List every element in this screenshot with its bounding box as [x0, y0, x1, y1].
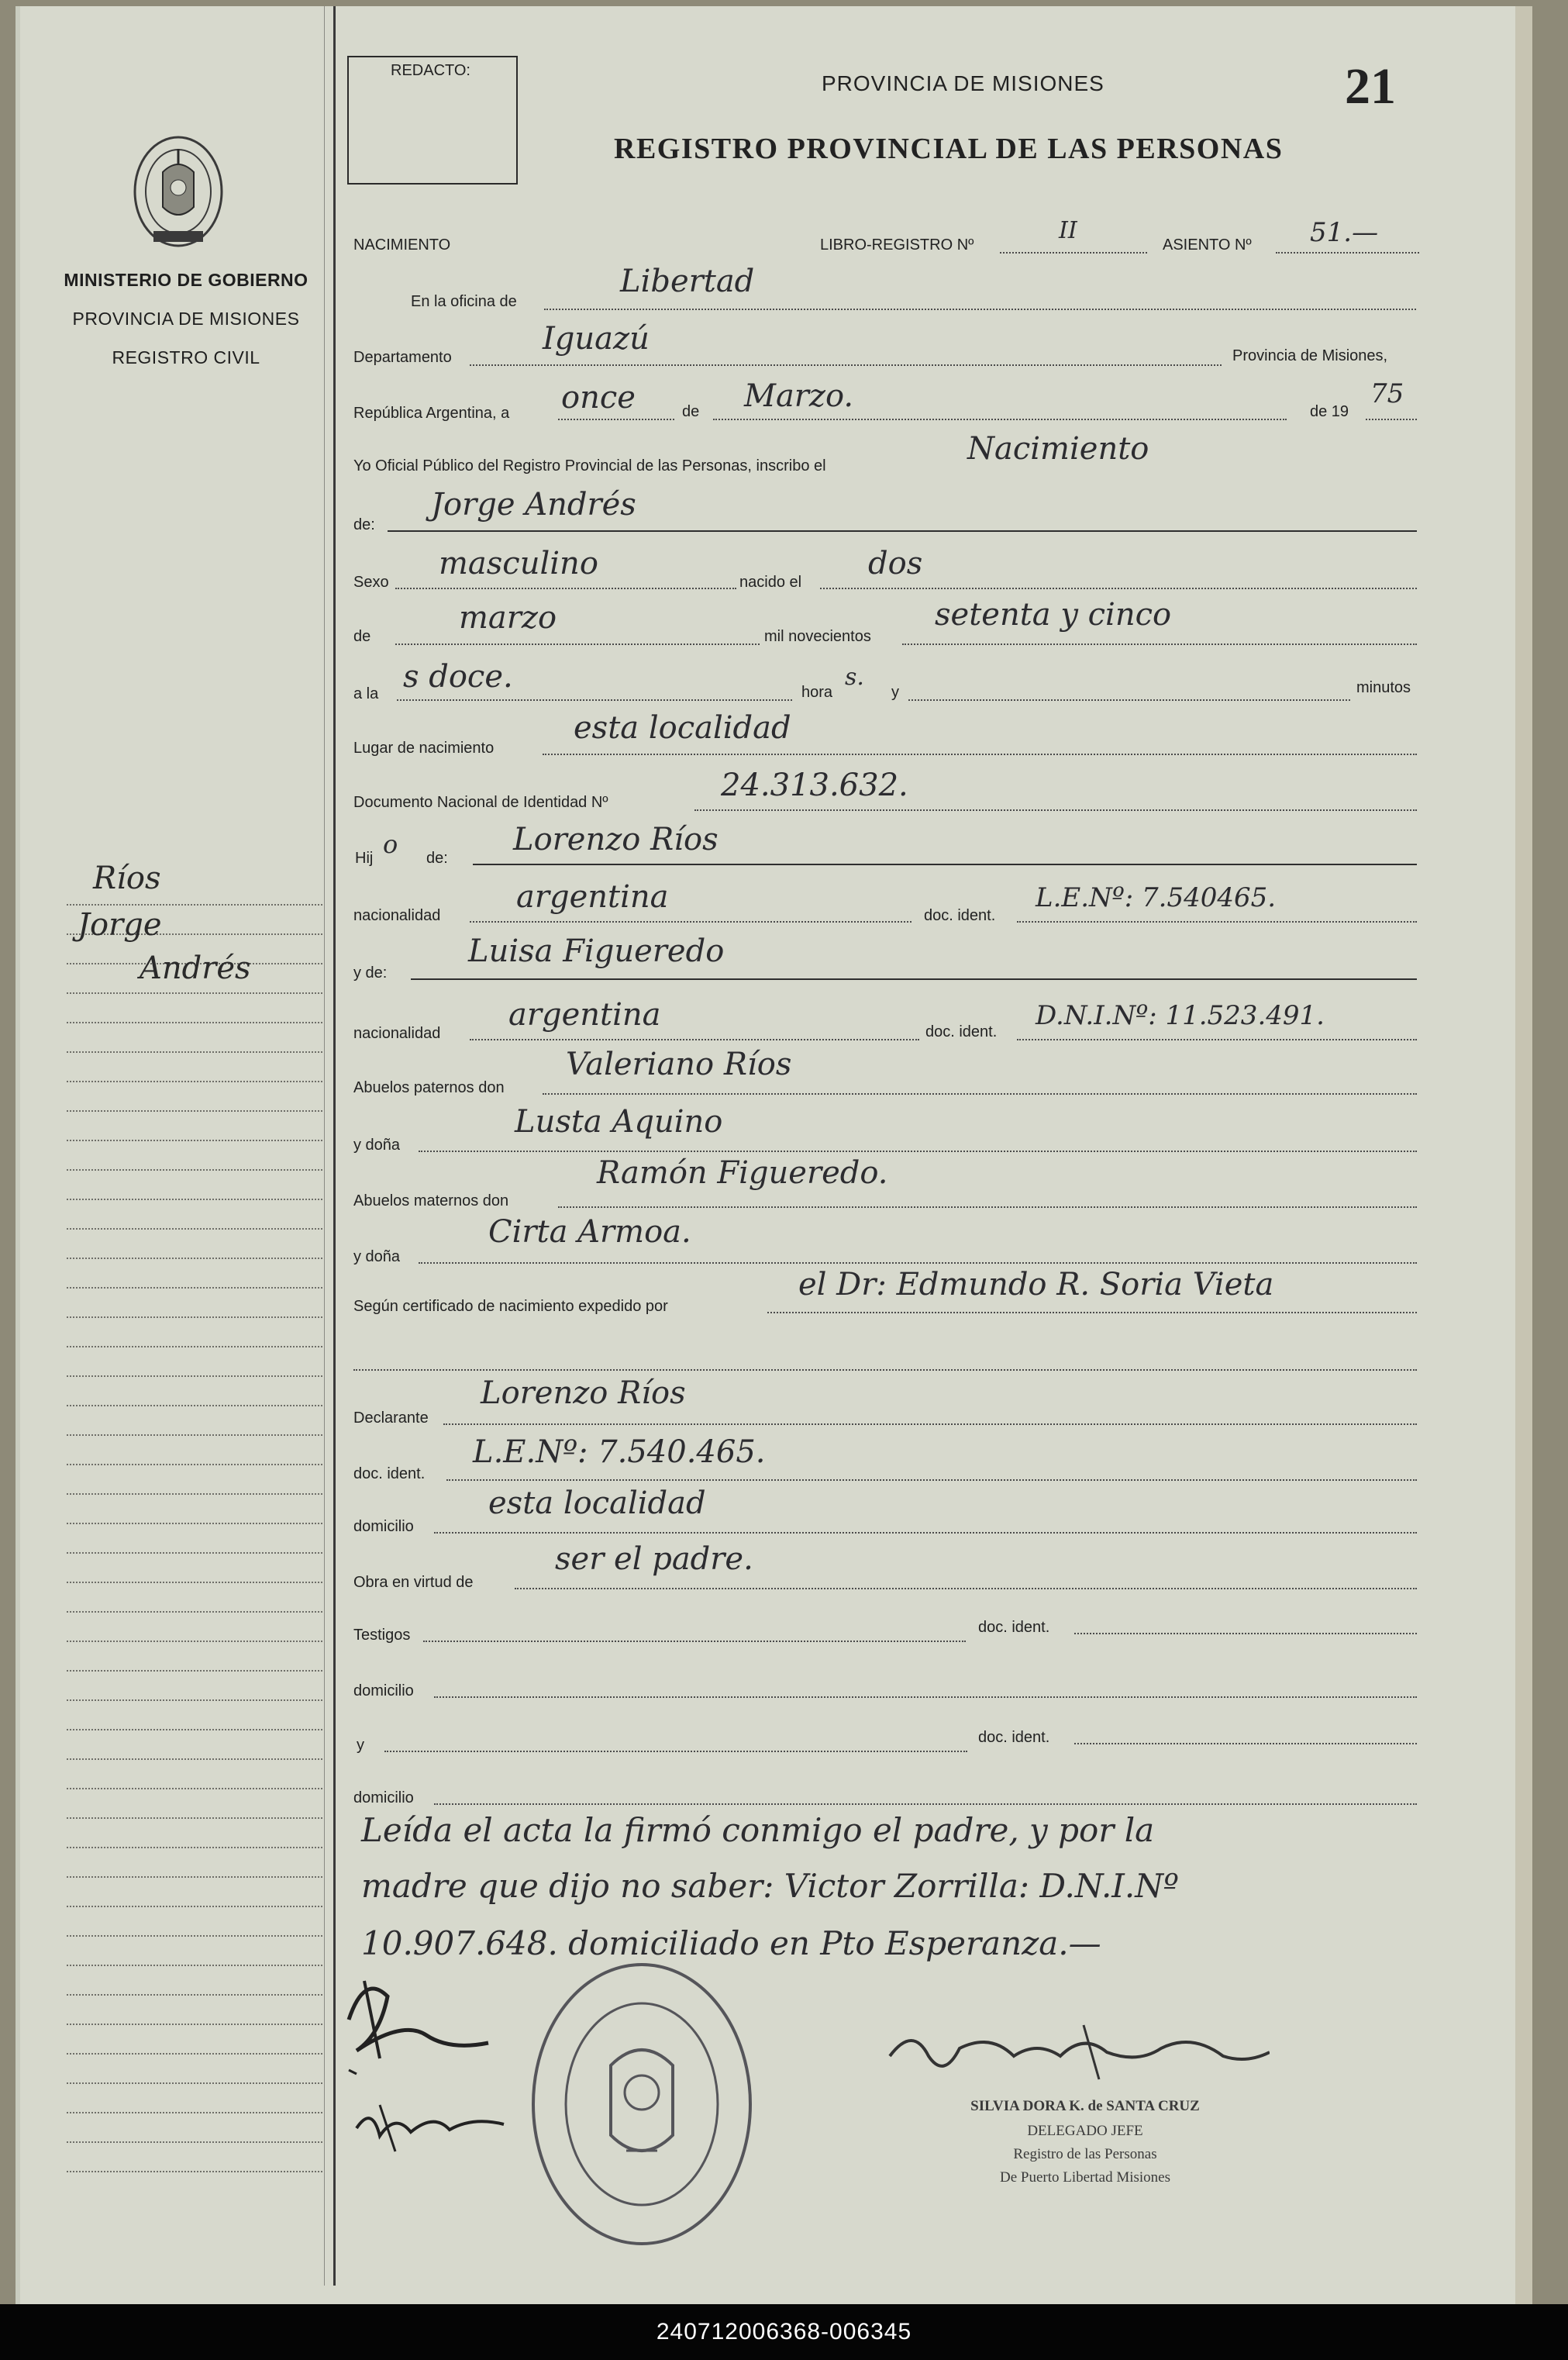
mes2-value: marzo: [459, 600, 557, 636]
abp-line: [543, 1093, 1417, 1095]
ministerio-label: MINISTERIO DE GOBIERNO: [64, 270, 308, 290]
abm-label: Abuelos maternos don: [353, 1192, 509, 1209]
segun-label: Según certificado de nacimiento expedido por: [353, 1298, 668, 1315]
header-provincia: PROVINCIA DE MISIONES: [822, 71, 1104, 95]
dni-label: Documento Nacional de Identidad Nº: [353, 794, 608, 811]
docid3-label: doc. ident.: [353, 1465, 426, 1482]
sexo-value: masculino: [439, 546, 598, 581]
docid4-line: [1074, 1633, 1417, 1634]
minutos-line: [908, 699, 1350, 701]
nac1-value: argentina: [516, 879, 669, 915]
domicilio2-line: [434, 1696, 1417, 1698]
signatures-left-icon: [333, 1965, 527, 2167]
docid5-label: doc. ident.: [978, 1729, 1050, 1746]
domicilio3-line: [434, 1803, 1417, 1805]
docid1-line: [1017, 921, 1417, 923]
ydona1-value: Lusta Aquino: [515, 1104, 723, 1140]
ydona2-value: Cirta Armoa.: [488, 1214, 691, 1250]
anio-value: 75: [1370, 378, 1404, 409]
de-label: de: [682, 403, 700, 420]
notes-line-2: madre que dijo no saber: Victor Zorrilla: D.N.I.Nº: [361, 1867, 1179, 1905]
coat-of-arms-seal-icon: [132, 133, 225, 250]
provincia-suffix: Provincia de Misiones,: [1232, 347, 1388, 364]
padre-value: Lorenzo Ríos: [513, 822, 719, 857]
dni-value: 24.313.632.: [721, 768, 908, 803]
official-office-1: Registro de las Personas: [1013, 2146, 1157, 2162]
asiento-label: ASIENTO Nº: [1163, 236, 1252, 254]
domicilio3-label: domicilio: [353, 1789, 414, 1806]
hora-label: hora: [801, 684, 833, 701]
declarante-value: Lorenzo Ríos: [481, 1375, 686, 1411]
declarante-label: Declarante: [353, 1409, 429, 1427]
registro-civil-label: REGISTRO CIVIL: [112, 347, 260, 367]
lugar-label: Lugar de nacimiento: [353, 740, 495, 757]
nacido-label: nacido el: [739, 574, 802, 591]
libro-label: LIBRO-REGISTRO Nº: [820, 236, 974, 254]
nacido-line: [820, 588, 1417, 589]
margin-note-name2: Andrés: [140, 951, 251, 986]
y2-label: y: [357, 1737, 364, 1754]
docid1-value: L.E.Nº: 7.540465.: [1036, 882, 1277, 913]
mes-line: [713, 419, 1287, 420]
abm-line: [558, 1206, 1417, 1208]
segun-value: el Dr: Edmundo R. Soria Vieta: [798, 1267, 1274, 1302]
docid2-value: D.N.I.Nº: 11.523.491.: [1036, 1000, 1325, 1031]
oficial-label: Yo Oficial Público del Registro Provincial de las Personas, inscribo el: [353, 457, 826, 474]
abp-label: Abuelos paternos don: [353, 1079, 505, 1096]
dni-line: [694, 809, 1417, 811]
obra-value: ser el padre.: [555, 1541, 753, 1577]
sexo-label: Sexo: [353, 574, 389, 591]
nacido-value: dos: [868, 546, 923, 581]
sexo-line: [395, 588, 736, 589]
segun-line2: [353, 1369, 1417, 1371]
asiento-line: [1276, 252, 1419, 254]
domicilio1-label: domicilio: [353, 1518, 414, 1535]
yde-label: y de:: [353, 964, 388, 982]
image-id-bar: 240712006368-006345: [0, 2304, 1568, 2360]
domicilio2-label: domicilio: [353, 1682, 414, 1699]
mes2-line: [395, 643, 760, 645]
nombre-line: [388, 530, 1417, 532]
ydona2-line: [419, 1262, 1417, 1264]
ala-label: a la: [353, 685, 379, 702]
minutos-label: minutos: [1356, 679, 1411, 696]
obra-label: Obra en virtud de: [353, 1574, 474, 1591]
segun-line: [767, 1312, 1417, 1313]
de-colon-label: de:: [353, 516, 375, 533]
libro-value: II: [1059, 217, 1077, 244]
provincia-label: PROVINCIA DE MISIONES: [72, 309, 300, 329]
lugar-line: [543, 754, 1417, 755]
declarante-line: [443, 1423, 1417, 1425]
nacimiento-label: NACIMIENTO: [353, 236, 451, 254]
abp-value: Valeriano Ríos: [566, 1047, 792, 1082]
hij-de-label: de:: [426, 850, 448, 867]
y2-line: [384, 1751, 967, 1752]
oficial-value: Nacimiento: [967, 431, 1149, 467]
official-signature-icon: [882, 2010, 1270, 2103]
notes-line-1: Leída el acta la firmó conmigo el padre, y por la: [361, 1811, 1155, 1849]
nombre-value: Jorge Andrés: [431, 487, 636, 523]
mil-line: [902, 643, 1417, 645]
nac2-value: argentina: [508, 997, 661, 1033]
testigos-line: [423, 1641, 966, 1642]
madre-line: [411, 978, 1417, 980]
margin-rule-thin: [324, 6, 325, 2286]
docid2-label: doc. ident.: [925, 1023, 998, 1040]
libro-line: [1000, 252, 1147, 254]
official-name: SILVIA DORA K. de SANTA CRUZ: [970, 2098, 1200, 2114]
docid1-label: doc. ident.: [924, 907, 996, 924]
ala-line: [397, 699, 792, 701]
docid4-label: doc. ident.: [978, 1619, 1050, 1636]
nac2-line: [470, 1039, 919, 1040]
republica-label: República Argentina, a: [353, 405, 510, 422]
margin-note-surname: Ríos: [93, 861, 161, 896]
hora-value: s.: [845, 664, 864, 691]
anio-label: de 19: [1310, 403, 1349, 420]
margin-rule: [333, 6, 336, 2286]
oficina-label: En la oficina de: [411, 293, 517, 310]
oficina-value: Libertad: [620, 264, 755, 299]
dia-line: [558, 419, 674, 420]
domicilio1-value: esta localidad: [488, 1485, 706, 1521]
abm-value: Ramón Figueredo.: [597, 1155, 888, 1191]
official-office-2: De Puerto Libertad Misiones: [999, 2169, 1171, 2186]
domicilio1-line: [434, 1532, 1417, 1534]
ydona2-label: y doña: [353, 1248, 401, 1265]
redacto-box: [347, 56, 518, 185]
anio-line: [1366, 419, 1417, 420]
docid2-line: [1017, 1039, 1417, 1040]
page-number: 21: [1345, 58, 1396, 115]
notes-line-3: 10.907.648. domiciliado en Pto Esperanza.—: [361, 1924, 1101, 1962]
docid3-value: L.E.Nº: 7.540.465.: [473, 1434, 766, 1470]
book-cover-edge: [1515, 6, 1532, 2304]
hij-label: Hij: [355, 850, 374, 867]
docid3-line: [446, 1479, 1417, 1481]
mes-value: Marzo.: [744, 378, 854, 414]
y-label: y: [891, 684, 899, 701]
oficina-line: [544, 309, 1416, 310]
official-title: DELEGADO JEFE: [1027, 2123, 1143, 2139]
mil-value: setenta y cinco: [935, 597, 1172, 633]
hij-value: o: [383, 830, 398, 859]
ydona1-label: y doña: [353, 1137, 401, 1154]
docid5-line: [1074, 1743, 1417, 1744]
dia-value: once: [561, 380, 636, 416]
obra-line: [515, 1588, 1417, 1589]
departamento-value: Iguazú: [543, 321, 650, 357]
nac2-label: nacionalidad: [353, 1025, 441, 1042]
header-registro: REGISTRO PROVINCIAL DE LAS PERSONAS: [614, 133, 1284, 165]
margin-note-name1: Jorge: [78, 907, 162, 943]
de2-label: de: [353, 628, 371, 645]
departamento-line: [470, 364, 1222, 366]
madre-value: Luisa Figueredo: [468, 933, 725, 969]
nac1-line: [470, 921, 912, 923]
nac1-label: nacionalidad: [353, 907, 441, 924]
padre-line: [473, 864, 1417, 865]
mil-label: mil novecientos: [764, 628, 871, 645]
ydona1-line: [419, 1151, 1417, 1152]
redacto-label: REDACTO:: [391, 62, 470, 79]
ala-value: s doce.: [403, 659, 513, 695]
lugar-value: esta localidad: [574, 710, 791, 746]
asiento-value: 51.—: [1310, 217, 1379, 248]
margin-ruled-lines: [67, 876, 322, 2172]
departamento-label: Departamento: [353, 349, 452, 366]
official-stamp-icon: [526, 1957, 758, 2251]
testigos-label: Testigos: [353, 1627, 411, 1644]
